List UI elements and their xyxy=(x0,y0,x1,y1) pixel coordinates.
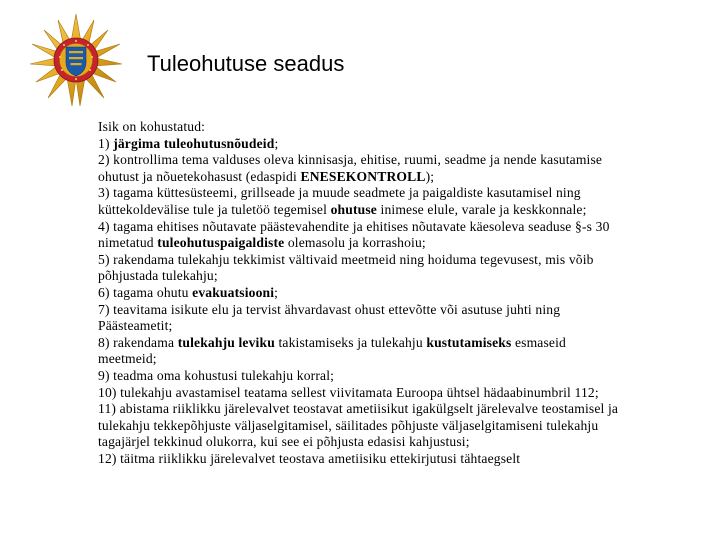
text-line xyxy=(98,451,704,468)
text-segment: 1) xyxy=(98,135,114,151)
text-line xyxy=(98,368,704,385)
text-segment: 6) tagama ohutu xyxy=(98,284,193,300)
text-line xyxy=(98,119,704,136)
bold-term: ENESEKONTROLL xyxy=(300,168,426,184)
text-line xyxy=(98,252,704,269)
text-line xyxy=(98,385,704,402)
text-segment: tulekahju tekkepõhjuste väljaselgitamisel, säilitades põhjuste väljaselgitamiseni tulekahju xyxy=(98,417,599,433)
text-segment: 8) rakendama xyxy=(98,334,178,350)
text-line xyxy=(98,268,704,285)
text-line xyxy=(98,219,704,236)
text-line xyxy=(98,185,704,202)
bold-term: ohutuse xyxy=(330,201,377,217)
text-segment: 4) tagama ehitises nõutavate päästevahendite ja ehitises nõutavate käesoleva seaduse §-s 30 xyxy=(98,218,610,234)
text-segment: 11) abistama riiklikku järelevalvet teostavat ametiisikut igakülgselt järelevalve teostamisel ja xyxy=(98,401,619,417)
text-line xyxy=(98,434,704,451)
text-segment: inimese elule, varale ja keskkonnale; xyxy=(376,201,587,217)
bold-term: järgima tuleohutusnõudeid xyxy=(113,135,275,151)
bold-term: tulekahju leviku xyxy=(177,334,275,350)
text-segment: 2) kontrollima tema valduses oleva kinnisasja, ehitise, ruumi, seadme ja nende kasutamise xyxy=(98,152,603,168)
text-line xyxy=(98,318,704,335)
text-line xyxy=(98,418,704,435)
bold-term: evakuatsiooni xyxy=(192,284,275,300)
text-segment: Isik on kohustatud: xyxy=(98,119,206,134)
text-line xyxy=(98,235,704,252)
text-segment: Päästeametit; xyxy=(98,318,173,334)
text-segment: takistamiseks ja tulekahju xyxy=(274,334,427,350)
text-segment: 9) teadma oma kohustusi tulekahju korral; xyxy=(98,367,335,383)
text-segment: 7) teavitama isikute elu ja tervist ähvardavast ohust ettevõtte või asutuse juhti ning xyxy=(98,301,561,317)
text-segment: ohutust ja nõuetekohasust (edaspidi xyxy=(98,168,301,184)
text-line xyxy=(98,302,704,319)
text-line xyxy=(98,335,704,352)
bold-term: kustutamiseks xyxy=(426,334,512,350)
page-title: Tuleohutuse seadus xyxy=(147,51,345,76)
text-line xyxy=(98,202,704,219)
bold-term: tuleohutuspaigaldiste xyxy=(157,235,285,251)
text-segment: ; xyxy=(274,284,279,300)
text-segment: meetmeid; xyxy=(98,351,157,367)
text-segment: küttekoldevälise tule ja tuletöö tegemisel xyxy=(98,201,331,217)
text-line xyxy=(98,169,704,186)
text-segment: 12) täitma riiklikku järelevalvet teostava ametiisiku ettekirjutusi tähtaegselt xyxy=(98,450,521,466)
text-segment: olemasolu ja korrashoiu; xyxy=(284,235,426,251)
text-line xyxy=(98,351,704,368)
text-segment: tagajärjel tekkinud olukorra, kui see ei põhjusta edasisi kahjustusi; xyxy=(98,434,470,450)
rescue-board-star-emblem-icon xyxy=(28,12,124,108)
text-segment: 5) rakendama tulekahju tekkimist vältivaid meetmeid ning hoiduma tegevusest, mis võib xyxy=(98,251,594,267)
text-line xyxy=(98,136,704,153)
text-segment: ; xyxy=(274,135,279,151)
text-line xyxy=(98,401,704,418)
text-segment: 10) tulekahju avastamisel teatama sellest viivitamata Euroopa ühtsel hädaabinumbril 112; xyxy=(98,384,599,400)
text-line xyxy=(98,152,704,169)
text-line xyxy=(98,285,704,302)
text-segment: 3) tagama küttesüsteemi, grillseade ja muude seadmete ja paigaldiste kasutamisel ning xyxy=(98,185,581,201)
obligations-list xyxy=(98,119,704,467)
text-segment: põhjustada tulekahju; xyxy=(98,268,218,284)
text-segment: ); xyxy=(425,168,435,184)
text-segment: nimetatud xyxy=(98,235,158,251)
text-segment: esmaseid xyxy=(511,334,566,350)
